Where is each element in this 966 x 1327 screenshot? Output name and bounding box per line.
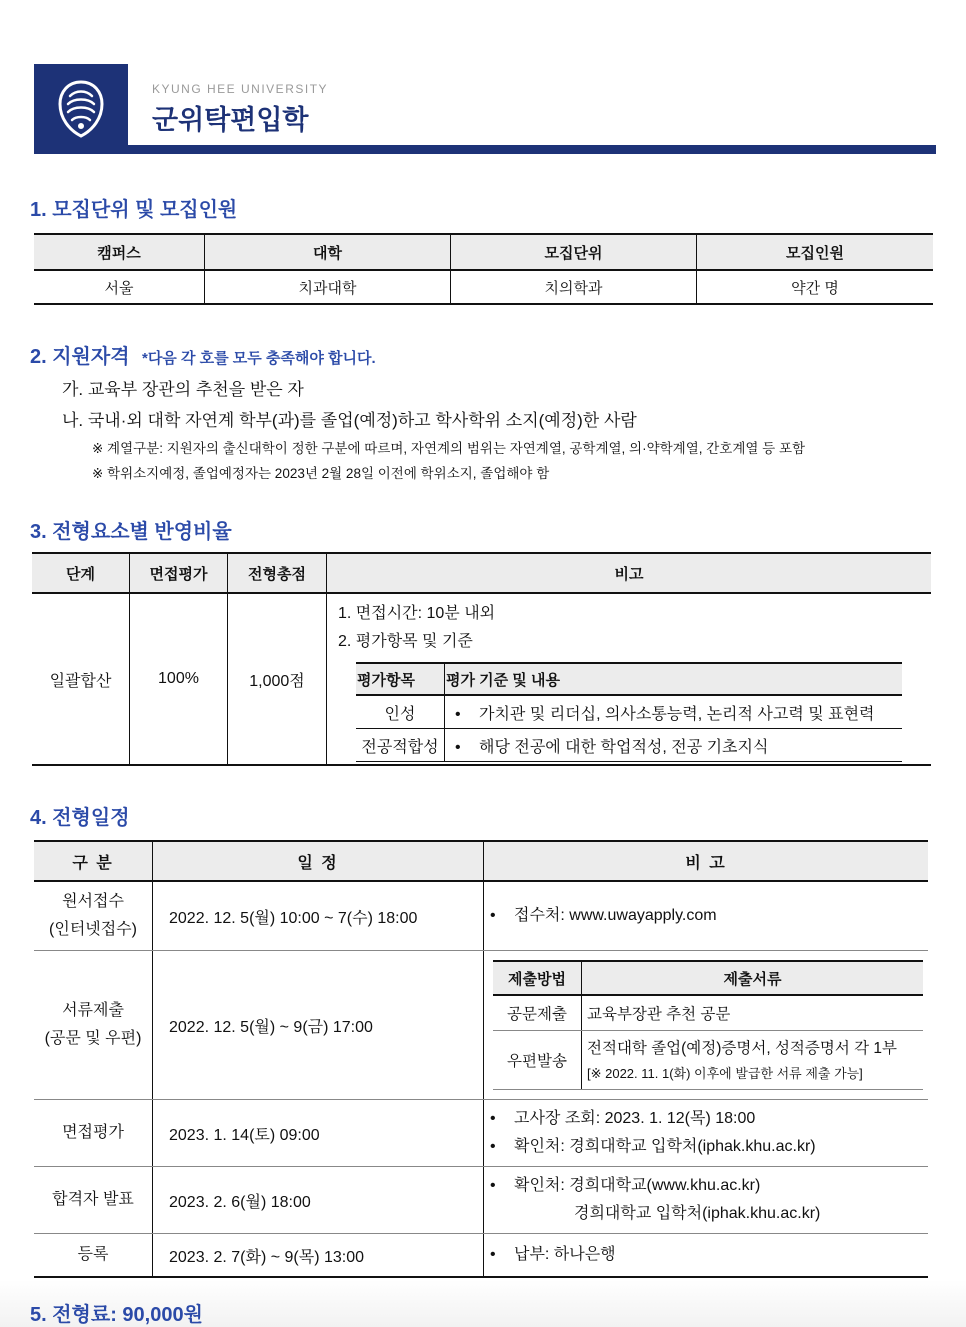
submission-row (493, 995, 923, 1031)
evaluation-ratio-table (32, 552, 931, 766)
submission-doc-line: 전적대학 졸업(예정)증명서, 성적증명서 각 1부 (587, 1040, 897, 1057)
criteria-table (356, 662, 902, 762)
col-college: 대학 (205, 234, 451, 270)
cell-category: 등록 (34, 1234, 153, 1278)
col-total: 전형총점 (228, 553, 327, 593)
submission-header-row (493, 961, 923, 995)
cell-remarks (327, 593, 932, 765)
submission-docs: 교육부장관 추천 공문 (582, 995, 924, 1031)
lion-emblem-icon (54, 78, 108, 140)
criteria-content (445, 695, 903, 729)
submission-docs (582, 1031, 924, 1090)
note-line: • 고사장 조회: 2023. 1. 12(목) 18:00 (490, 1105, 927, 1133)
cell-notes (484, 881, 929, 951)
criteria-text: • 가치관 및 리더십, 의사소통능력, 논리적 사고력 및 표현력 (455, 706, 875, 723)
section-5-title: 5. 전형료: 90,000원 (30, 1304, 203, 1326)
criteria-item: 전공적합성 (356, 729, 445, 762)
cell-total: 1,000점 (228, 593, 327, 765)
section-1-title: 1. 모집단위 및 모집인원 (30, 199, 238, 221)
category-line: (공문 및 우편) (44, 1030, 142, 1047)
qualification-note: ※ 계열구분: 지원자의 출신대학이 정한 구분에 따르며, 자연계의 범위는 자연계열, 공학계열, 의·약학계열, 간호계열 등 포함 (92, 441, 806, 456)
submission-method: 공문제출 (493, 995, 582, 1031)
qualification-note: ※ 학위소지예정, 졸업예정자는 2023년 2월 28일 이전에 학위소지, 졸업해야 함 (92, 466, 550, 481)
cell-date: 2022. 12. 5(월) ~ 9(금) 17:00 (153, 951, 484, 1100)
remark-line: 2. 평가항목 및 기준 (338, 633, 473, 650)
col-stage: 단계 (32, 553, 130, 593)
cell-campus: 서울 (104, 279, 134, 297)
col-category: 구 분 (34, 841, 153, 881)
table-row (34, 1100, 928, 1167)
recruitment-table (34, 233, 933, 305)
note-line: • 납부: 하나은행 (490, 1241, 927, 1269)
criteria-item: 인성 (356, 695, 445, 729)
university-logo (34, 64, 128, 154)
cell-category (34, 951, 153, 1100)
col-interview: 면접평가 (130, 553, 228, 593)
col-criteria-item: 평가항목 (356, 663, 445, 695)
note-line: • 확인처: 경희대학교 입학처(iphak.khu.ac.kr) (490, 1133, 927, 1161)
cell-category: 합격자 발표 (34, 1167, 153, 1234)
col-documents: 제출서류 (582, 961, 924, 995)
page-title: 군위탁편입학 (152, 105, 309, 135)
cell-quota: 약간 명 (697, 270, 934, 304)
table-row (34, 951, 928, 1100)
cell-interview: 100% (130, 593, 228, 765)
table-header-row (34, 234, 933, 270)
cell-date: 2023. 2. 7(화) ~ 9(목) 13:00 (153, 1234, 484, 1278)
submission-doc-note: [※ 2022. 11. 1(화) 이후에 발급한 서류 제출 가능] (587, 1066, 863, 1081)
criteria-header-row (356, 663, 902, 695)
cell-college: 치과대학 (205, 270, 451, 304)
table-row (34, 881, 928, 951)
submission-method: 우편발송 (493, 1031, 582, 1090)
criteria-content (445, 729, 903, 762)
cell-date: 2023. 1. 14(토) 09:00 (153, 1100, 484, 1167)
submission-row (493, 1031, 923, 1090)
table-header-row (34, 841, 928, 881)
section-3-title: 3. 전형요소별 반영비율 (30, 521, 232, 543)
category-line: 원서접수 (62, 893, 124, 910)
cell-notes (484, 1100, 929, 1167)
col-unit: 모집단위 (451, 234, 697, 270)
cell-unit: 치의학과 (451, 270, 697, 304)
criteria-row (356, 729, 902, 762)
section-2-heading (30, 340, 376, 369)
cell-date: 2022. 12. 5(월) 10:00 ~ 7(수) 18:00 (153, 881, 484, 951)
cell-category (34, 881, 153, 951)
category-line: 서류제출 (62, 1002, 124, 1019)
qualification-item: 가. 교육부 장관의 추천을 받은 자 (62, 380, 304, 399)
col-schedule: 일 정 (153, 841, 484, 881)
note-line: • 확인처: 경희대학교(www.khu.ac.kr) (490, 1172, 927, 1200)
cell-date: 2023. 2. 6(월) 18:00 (153, 1167, 484, 1234)
header-bar (34, 145, 936, 154)
col-criteria-content: 평가 기준 및 내용 (445, 663, 903, 695)
table-row (34, 1234, 928, 1278)
category-line: (인터넷접수) (49, 921, 137, 938)
col-notes: 비 고 (484, 841, 929, 881)
col-remarks: 비고 (327, 553, 932, 593)
cell-stage: 일괄합산 (49, 672, 112, 690)
remark-line: 1. 면접시간: 10분 내외 (338, 605, 496, 622)
note-line: 경희대학교 입학처(iphak.khu.ac.kr) (574, 1205, 821, 1222)
table-header-row (32, 553, 931, 593)
table-row (34, 1167, 928, 1234)
cell-notes (484, 1167, 929, 1234)
qualification-item: 나. 국내·외 대학 자연계 학부(과)를 졸업(예정)하고 학사학위 소지(예정)한 사람 (62, 411, 637, 430)
schedule-table (34, 840, 928, 1278)
col-quota: 모집인원 (697, 234, 934, 270)
col-campus: 캠퍼스 (34, 234, 205, 270)
table-row (32, 593, 931, 765)
cell-notes (484, 1234, 929, 1278)
criteria-text: • 해당 전공에 대한 학업적성, 전공 기초지식 (455, 739, 768, 756)
table-row (34, 270, 933, 304)
section-2-title: 2. 지원자격 (30, 346, 130, 368)
note-line: • 접수처: www.uwayapply.com (490, 902, 927, 930)
col-method: 제출방법 (493, 961, 582, 995)
submission-table (493, 960, 923, 1090)
cell-category: 면접평가 (34, 1100, 153, 1167)
section-2-note: *다음 각 호를 모두 충족해야 합니다. (141, 350, 376, 367)
criteria-row (356, 695, 902, 729)
university-name: KYUNG HEE UNIVERSITY (152, 82, 329, 96)
cell-notes (484, 951, 929, 1100)
section-4-title: 4. 전형일정 (30, 807, 130, 829)
